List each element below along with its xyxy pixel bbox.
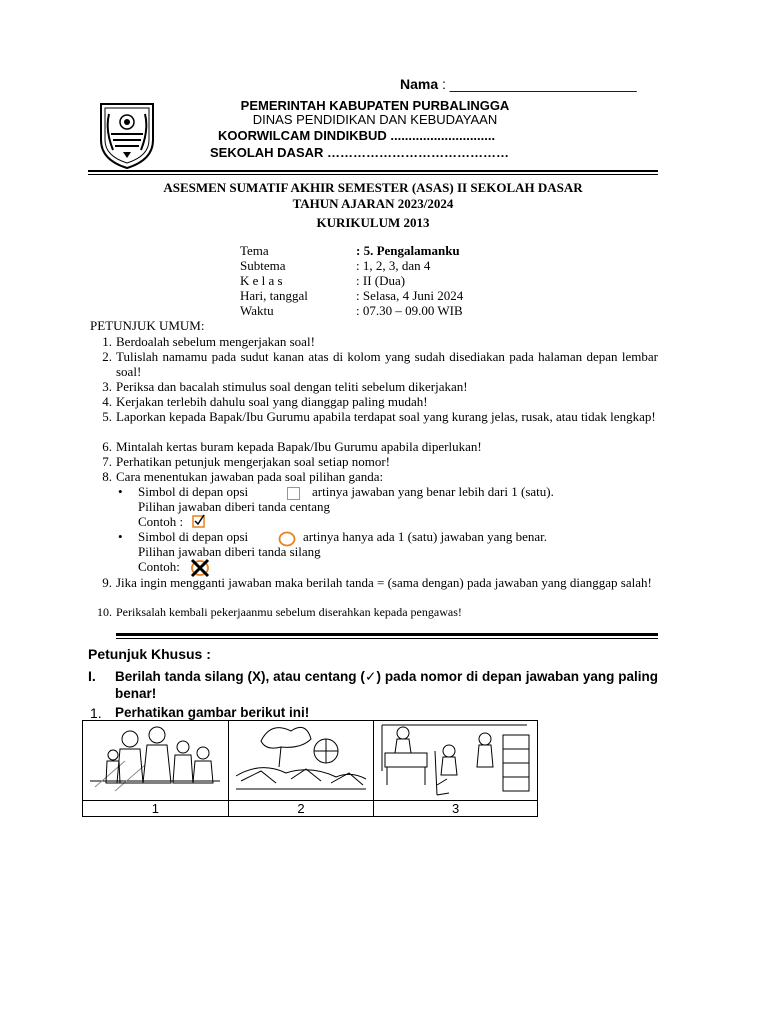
info-row-tema	[240, 243, 460, 259]
section-divider-thin	[116, 638, 658, 639]
list-number: 7.	[102, 454, 112, 469]
picture-cell	[374, 721, 538, 801]
list-item	[90, 379, 658, 394]
name-blank: : ________________________	[442, 76, 637, 92]
list-item	[90, 394, 658, 409]
instruction-part-a: Berilah tanda silang (X), atau centang (	[115, 669, 365, 684]
header-school: SEKOLAH DASAR ……………………………………	[210, 145, 510, 160]
info-label: Subtema	[240, 258, 286, 273]
list-text: Cara menentukan jawaban pada soal pilihan ganda:	[116, 469, 384, 484]
info-value: : 5. Pengalamanku	[356, 243, 460, 258]
info-row-hari-tanggal	[240, 288, 463, 304]
special-instruction-text	[115, 668, 658, 702]
info-value: : 07.30 – 09.00 WIB	[356, 303, 463, 318]
picture-table	[82, 720, 538, 817]
picture-label: 2	[228, 801, 374, 817]
instruction-part-b: ) pada nomor di depan jawaban yang paling benar!	[115, 669, 658, 701]
info-row-subtema	[240, 258, 430, 274]
bullet1-text-c: Pilihan jawaban diberi tanda centang	[138, 499, 331, 514]
bullet1-text-b: artinya jawaban yang benar lebih dari 1 (satu).	[312, 484, 554, 499]
name-label: Nama	[400, 76, 439, 92]
list-number: 6.	[102, 439, 112, 454]
list-item	[90, 469, 658, 484]
info-value: : II (Dua)	[356, 273, 406, 288]
header-divider-thin	[88, 174, 658, 175]
header-divider-thick	[88, 170, 658, 172]
purbalingga-crest-logo	[95, 100, 159, 170]
header-koorwilcam: KOORWILCAM DINDIKBUD .............................	[218, 128, 496, 143]
list-text: Laporkan kepada Bapak/Ibu Gurumu apabila terdapat soal yang kurang jelas, rusak, atau tidak lengkap!	[116, 409, 656, 424]
list-number: 9.	[102, 575, 112, 590]
list-text: Kerjakan terlebih dahulu soal yang dianggap paling mudah!	[116, 394, 428, 409]
list-text: Tulislah namamu pada sudut kanan atas di kolom yang sudah disediakan pada halaman depan lembar soal!	[116, 349, 658, 379]
list-item	[90, 454, 658, 469]
bullet2-text-a: Simbol di depan opsi	[138, 529, 249, 544]
bullet2-text-b: artinya hanya ada 1 (satu) jawaban yang benar.	[303, 529, 548, 544]
list-number: 8.	[102, 469, 112, 484]
exam-title: ASESMEN SUMATIF AKHIR SEMESTER (ASAS) II SEKOLAH DASAR	[163, 180, 583, 195]
list-item	[90, 439, 658, 454]
list-number: 4.	[102, 394, 112, 409]
question-number: 1.	[90, 705, 102, 721]
picture-label: 1	[83, 801, 229, 817]
list-item	[90, 349, 658, 379]
info-value: : Selasa, 4 Juni 2024	[356, 288, 464, 303]
bullet1-text-a: Simbol di depan opsi	[138, 484, 249, 499]
academic-year: TAHUN AJARAN 2023/2024	[292, 196, 454, 211]
classroom-cleaning-illustration	[377, 721, 535, 797]
bullet2-text-c: Pilihan jawaban diberi tanda silang	[138, 544, 321, 559]
list-number: 5.	[102, 409, 112, 424]
info-label: K e l a s	[240, 273, 283, 288]
bullet2-text-d: Contoh:	[138, 559, 180, 574]
info-row-kelas	[240, 273, 405, 289]
question-text: Perhatikan gambar berikut ini!	[115, 705, 310, 720]
name-field	[400, 76, 637, 92]
bullet1-text-d: Contoh :	[138, 514, 184, 529]
bullet-dot: •	[118, 529, 123, 544]
list-item	[90, 409, 658, 439]
bullet-dot: •	[118, 484, 123, 499]
disaster-illustration	[231, 721, 371, 797]
list-number: 1.	[102, 334, 112, 349]
info-row-waktu	[240, 303, 463, 319]
list-text: Mintalah kertas buram kepada Bapak/Ibu Gurumu apabila diperlukan!	[116, 439, 482, 454]
list-text: Jika ingin mengganti jawaban maka berilah tanda = (sama dengan) pada jawaban yang dianggap salah!	[116, 575, 652, 590]
checked-box-example-icon	[192, 514, 206, 528]
info-value: : 1, 2, 3, dan 4	[356, 258, 431, 273]
header-government: PEMERINTAH KABUPATEN PURBALINGGA	[240, 98, 510, 113]
list-text: Periksalah kembali pekerjaanmu sebelum diserahkan kepada pengawas!	[116, 605, 462, 619]
list-text: Periksa dan bacalah stimulus soal dengan teliti sebelum dikerjakan!	[116, 379, 468, 394]
special-instructions-heading: Petunjuk Khusus :	[88, 646, 211, 662]
info-label: Waktu	[240, 303, 274, 318]
header-department: DINAS PENDIDIKAN DAN KEBUDAYAAN	[252, 112, 498, 127]
picture-cell	[228, 721, 374, 801]
roman-numeral: I.	[88, 668, 96, 684]
curriculum: KURIKULUM 2013	[316, 215, 430, 230]
general-instructions-heading: PETUNJUK UMUM:	[90, 318, 205, 333]
list-text: Berdoalah sebelum mengerjakan soal!	[116, 334, 315, 349]
section-divider-thick	[116, 633, 658, 636]
list-number: 2.	[102, 349, 112, 364]
info-label: Hari, tanggal	[240, 288, 308, 303]
check-mark-icon: ✓	[364, 669, 377, 684]
list-number: 10.	[97, 605, 112, 619]
family-illustration	[85, 721, 225, 797]
list-item	[90, 605, 658, 620]
info-label: Tema	[240, 243, 269, 258]
picture-cell	[83, 721, 229, 801]
list-item	[90, 575, 658, 605]
list-number: 3.	[102, 379, 112, 394]
list-text: Perhatikan petunjuk mengerjakan soal setiap nomor!	[116, 454, 391, 469]
picture-label: 3	[374, 801, 538, 817]
list-item	[90, 334, 658, 349]
